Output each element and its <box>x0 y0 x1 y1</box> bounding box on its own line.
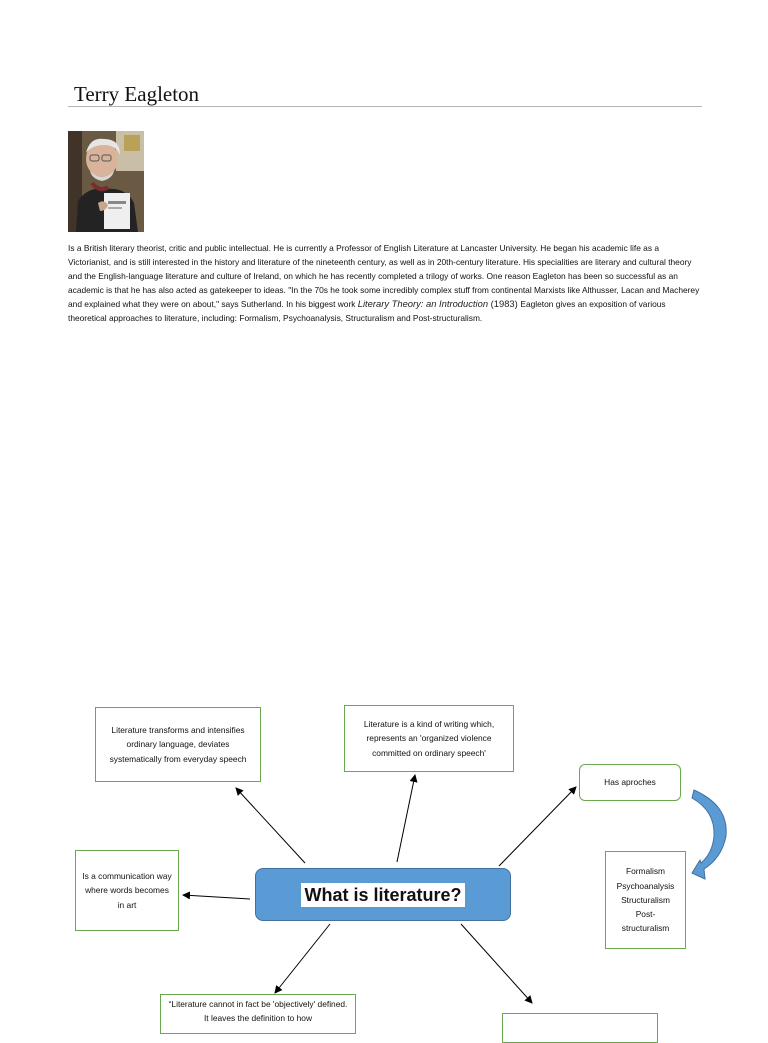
curved-arrow <box>692 790 726 879</box>
approach-item-psychoanalysis: Psychoanalysis <box>616 880 675 891</box>
bottom-right-box <box>502 1013 658 1043</box>
approach-item-formalism: Formalism <box>625 866 666 877</box>
page-title: Terry Eagleton <box>74 82 200 106</box>
violence-box <box>344 705 514 772</box>
approach-item-poststructuralism: structuralism <box>621 923 670 934</box>
center-topic-box <box>255 868 511 921</box>
arrow-to-bottom-right <box>461 924 532 1003</box>
objectively-text: “Literature cannot in fact be 'objectively' defined. It leaves the definition to how <box>168 999 348 1024</box>
approaches-text: Has aproches <box>604 777 656 788</box>
book-title: Literary Theory: an Introduction <box>357 298 489 310</box>
approach-item-post: Post- <box>635 909 656 920</box>
approach-item-structuralism: Structuralism <box>621 894 670 905</box>
approach-list-box <box>605 851 686 949</box>
violence-text: Literature is a kind of writing which, represents an 'organized violence committed on ordinary speech' <box>363 719 495 758</box>
center-topic-label: What is literature? <box>301 883 464 907</box>
arrow-to-objectively <box>275 924 330 993</box>
approaches-box <box>579 764 681 801</box>
book-year: (1983) <box>488 298 521 310</box>
transforms-box <box>95 707 261 782</box>
arrow-to-violence <box>397 775 415 862</box>
communication-box <box>75 850 179 931</box>
arrow-to-transforms <box>236 788 305 863</box>
objectively-box <box>160 994 356 1034</box>
communication-text: Is a communication way where words becomes in art <box>82 871 172 910</box>
arrow-to-approaches <box>499 787 576 866</box>
bio-text-part-1: Is a British literary theorist, critic and public intellectual. He is currently a Professor of English Literature at Lancaster University. He began his academic life as a Victorianist, and is still interested in the history and literature of the nineteenth century, as well as in 20th-century literature. His specialities are literary and cultural theory and the English-language literature and culture of Ireland, on which he has recently completed a trilogy of works. One reason Eagleton has been so successful as an academic is that he has also acted as gatekeeper to ideas. "In the 70s he took some incredibly complex stuff from continental Marxists like Althusser, Lacan and Macherey and explained what they were on about," says Sutherland. In his biggest work <box>68 243 700 310</box>
bio-text-part-2: Eagleton gives an exposition of various theoretical approaches to literature, including: Formalism, Psychoanalysis, Structuralism and Post-structuralism. <box>68 299 666 324</box>
arrow-to-communication <box>183 895 250 899</box>
transforms-text: Literature transforms and intensifies ordinary language, deviates systematically from everyday speech <box>109 725 247 764</box>
